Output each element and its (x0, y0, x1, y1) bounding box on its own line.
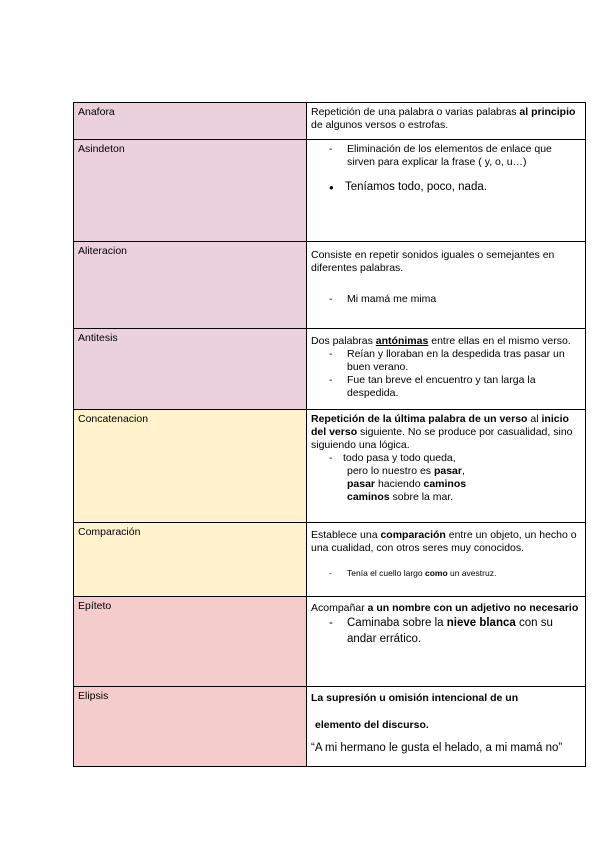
term-antitesis: Antitesis (78, 332, 118, 344)
example-list (311, 567, 581, 580)
definition-text: al (527, 413, 542, 425)
term-cell (74, 329, 307, 410)
table-row (74, 140, 586, 242)
table-row (74, 329, 586, 410)
term-cell (74, 410, 307, 523)
term-asindeton: Asindeton (78, 143, 125, 155)
example-item: - Tenía el cuello largo como un avestruz. (329, 567, 581, 580)
list-item: - Eliminación de los elementos de enlace que sirven para explicar la frase ( y, o, u…) (329, 143, 581, 169)
definition-text: Establece una (311, 529, 381, 541)
definition-text: siguiente. No se produce por casualidad, sino siguiendo una lógica. (311, 426, 573, 451)
term-cell (74, 242, 307, 329)
definition-text: de algunos versos o estrofas. (311, 119, 449, 131)
definition-cell (307, 103, 586, 140)
term-cell (74, 103, 307, 140)
verse-line: - todo pasa y todo queda, (333, 452, 581, 465)
definition-bold: Repetición de la última palabra de un verso (311, 413, 528, 425)
example-list (311, 348, 581, 400)
definition-text: Repetición de una palabra o varias palabras (311, 106, 520, 118)
term-epiteto: Epíteto (78, 600, 112, 612)
table-row (74, 242, 586, 329)
term-elipsis: Elipsis (78, 690, 109, 702)
definition-cell (307, 597, 586, 687)
term-concatenacion: Concatenacion (78, 413, 149, 425)
definition-text: Acompañar (311, 602, 368, 614)
example-text: “A mi hermano le gusta el helado, a mi mamá no” (311, 742, 563, 754)
definition-text: Dos palabras (311, 335, 376, 347)
definition-text: entre ellas en el mismo verso. (428, 335, 571, 347)
term-anafora: Anafora (78, 106, 115, 118)
definition-bold: al principio (519, 106, 576, 118)
definition-cell (307, 687, 586, 767)
verse-line: pero lo nuestro es pasar, (347, 465, 465, 477)
definition-cell (307, 140, 586, 242)
example-item: - Mi mamá me mima (329, 293, 581, 306)
table-row (74, 410, 586, 523)
example-item: - Fue tan breve el encuentro y tan larga la despedida. (329, 374, 581, 400)
term-cell (74, 523, 307, 597)
term-cell (74, 597, 307, 687)
example-verse (311, 452, 581, 504)
definition-bold: inicio del verso (311, 413, 569, 438)
definition-bold: elemento del discurso. (315, 719, 429, 731)
table-row (74, 523, 586, 597)
term-comparacion: Comparación (78, 526, 141, 538)
term-cell (74, 687, 307, 767)
table-row (74, 687, 586, 767)
definition-cell (307, 410, 586, 523)
term-aliteracion: Aliteracion (78, 245, 128, 257)
definition-cell (307, 242, 586, 329)
definition-bold: La supresión u omisión intencional de un (311, 692, 519, 704)
example-item: ● Teníamos todo, poco, nada. (329, 181, 581, 194)
definition-text: entre un objeto, un hecho o una cualidad, con otros seres muy conocidos. (311, 529, 577, 554)
verse-line: pasar haciendo caminos (347, 478, 467, 490)
table-row (74, 103, 586, 140)
rhetorical-figures-table (73, 102, 586, 767)
example-list (311, 293, 581, 306)
definition-cell (307, 329, 586, 410)
definition-underlined: antónimas (375, 335, 429, 347)
table-row (74, 597, 586, 687)
definition-bold: a un nombre con un adjetivo no necesario (367, 602, 579, 614)
definition-cell (307, 523, 586, 597)
definition-text: Consiste en repetir sonidos iguales o semejantes en diferentes palabras. (311, 249, 555, 274)
example-list (311, 181, 581, 194)
example-item: - Reían y lloraban en la despedida tras pasar un buen verano. (329, 348, 581, 374)
example-list (311, 615, 581, 647)
term-cell (74, 140, 307, 242)
example-item: - Caminaba sobre la nieve blanca con su andar errático. (329, 615, 581, 647)
verse-line: caminos sobre la mar. (347, 491, 454, 503)
definition-list (311, 143, 581, 169)
definition-bold: comparación (380, 529, 446, 541)
